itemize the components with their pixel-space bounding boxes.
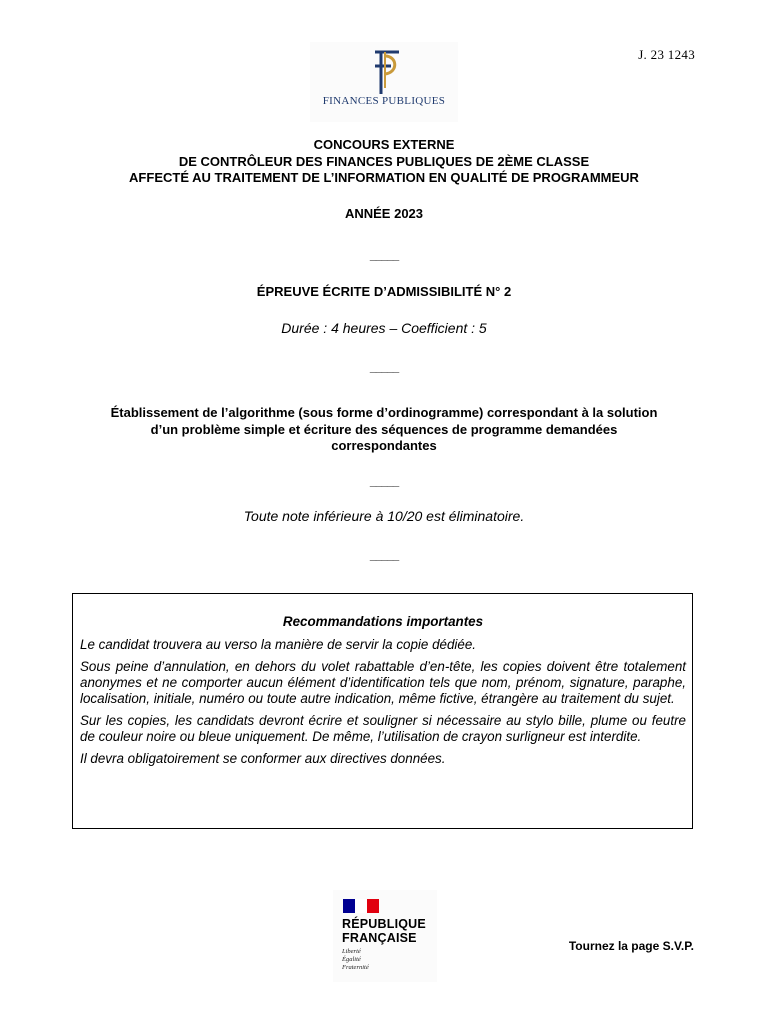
recommendation-paragraph: Sous peine d’annulation, en dehors du volet rabattable d’en-tête, les copies doivent être totalement anonymes et ne comporter aucun élément d’identification tels que nom, prénom, signature, paraphe, localisation, initiale, numéro ou toute autre indication, même fictive, étrangère au traitement du sujet. (80, 659, 686, 706)
flag-red (367, 899, 379, 913)
rf-motto-line: Liberté (342, 948, 361, 955)
exam-year: ANNÉE 2023 (344, 206, 424, 221)
eliminatory-note: Toute note inférieure à 10/20 est éliminatoire. (243, 508, 525, 524)
recommendation-paragraph: Le candidat trouvera au verso la manière de servir la copie dédiée. (80, 637, 476, 652)
turn-page-note: Tournez la page S.V.P. (568, 939, 694, 953)
subject-description (0, 405, 768, 455)
rf-motto-line: Fraternité (342, 964, 369, 971)
rf-name-line: FRANÇAISE (342, 931, 417, 945)
duration-coefficient: Durée : 4 heures – Coefficient : 5 (281, 320, 487, 336)
rf-name (342, 917, 426, 945)
separator: _____ (369, 248, 399, 262)
exam-title (0, 137, 768, 187)
rf-name-line: RÉPUBLIQUE (342, 917, 426, 931)
republique-francaise-logo (333, 890, 437, 982)
separator: _____ (369, 548, 399, 562)
subject-line: d’un problème simple et écriture des séquences de programme demandées (150, 421, 618, 437)
fp-monogram-icon (363, 48, 405, 96)
epreuve-title: ÉPREUVE ÉCRITE D’ADMISSIBILITÉ N° 2 (256, 284, 512, 299)
recommendations-title: Recommandations importantes (282, 614, 484, 629)
rf-motto (342, 948, 369, 972)
exam-title-line: AFFECTÉ AU TRAITEMENT DE L’INFORMATION EN QUALITÉ DE PROGRAMMEUR (129, 170, 639, 185)
subject-line: Établissement de l’algorithme (sous forme d’ordinogramme) correspondant à la solution (110, 405, 658, 420)
french-flag-icon (343, 899, 379, 913)
recommendation-paragraph: Il devra obligatoirement se conformer aux directives données. (80, 751, 446, 766)
exam-title-line: CONCOURS EXTERNE (313, 137, 455, 152)
flag-blue (343, 899, 355, 913)
rf-motto-line: Égalité (342, 956, 361, 963)
recommendations-box (72, 593, 693, 829)
recommendation-paragraph: Sur les copies, les candidats devront écrire et souligner si nécessaire au stylo bille, plume ou feutre de couleur noire ou bleue uniquement. De même, l’utilisation de crayon surligneur est interdite. (80, 713, 686, 744)
separator: _____ (369, 360, 399, 374)
subject-line: correspondantes (331, 438, 437, 453)
document-reference: J. 23 1243 (638, 47, 695, 62)
finances-publiques-logo (310, 42, 458, 122)
separator: _____ (369, 474, 399, 488)
fp-logo-caption: FINANCES PUBLIQUES (322, 95, 446, 107)
exam-title-line: DE CONTRÔLEUR DES FINANCES PUBLIQUES DE 2ÈME CLASSE (178, 153, 590, 169)
flag-white (355, 899, 367, 913)
